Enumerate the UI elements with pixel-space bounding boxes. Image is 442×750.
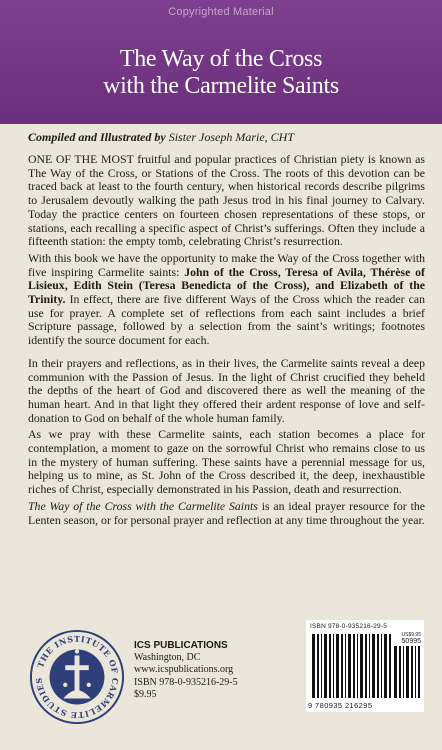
barcode-addon-digits: 50995: [401, 638, 421, 645]
title-line-2: with the Carmelite Saints: [103, 73, 339, 99]
barcode-bar: [381, 634, 382, 698]
saints-list: John of the Cross, Teresa of Avila, Thérèse of Lisieux, Edith Stein (Teresa Benedicta of the Cross), and Elizabeth of the Trinity.: [28, 264, 425, 307]
barcode-bar: [345, 634, 346, 698]
barcode-bar: [321, 634, 322, 698]
barcode-bar: [365, 634, 367, 698]
title-banner: [0, 0, 442, 124]
paragraph-resource-rest: is an ideal prayer resource for the Lenten season, or for personal prayer and reflection at any time throughout the year.: [28, 498, 425, 527]
title-line-1: The Way of the Cross: [119, 46, 323, 72]
paragraph-intro: ONE OF THE MOST fruitful and popular practices of Christian piety is known as The Way of the Cross, or Stations of the Cross. The roots of this devotion can be traced back at least to the fourth century, when historical records describe pilgrims to Jerusalem devoutly walking the path Jesus trod in his final journey to Calvary. Today the practice centers on fourteen chosen representations of these stops, or stations, each recalling a specific aspect of Christ’s sufferings. Often they include a fifteenth station: the empty tomb, celebrating Christ’s resurrection.: [28, 152, 425, 249]
barcode-bar: [406, 646, 409, 698]
barcode-bar: [357, 634, 358, 698]
paragraph-saints-start: With this book we have the opportunity to make the Way of the Cross together with five inspiring Carmelite saints:: [28, 250, 425, 279]
paragraph-saints: [28, 252, 425, 348]
barcode-bar: [348, 634, 351, 698]
barcode-bar: [360, 634, 363, 698]
publisher-name: ICS PUBLICATIONS: [134, 640, 228, 651]
seal-ring-text: THE INSTITUTE OF CARMELITE STUDIES: [33, 633, 121, 721]
barcode-addon-bars: [394, 646, 420, 698]
barcode-bar: [415, 646, 416, 698]
paragraph-saints-end: In effect, there are five different Ways of the Cross which the reader can use for prayer. A complete set of reflections from each saint includes a brief Scripture passage, followed by a selection from the saint’s writings; footnotes identify the source document for each.: [28, 292, 425, 348]
barcode-bar: [353, 634, 355, 698]
barcode-bar: [336, 634, 339, 698]
description-text: [28, 153, 425, 527]
barcode-bar: [312, 634, 315, 698]
publisher-isbn: ISBN 978-0-935216-29-5: [134, 676, 238, 688]
publisher-price: $9.95: [134, 688, 157, 700]
barcode-bar: [329, 634, 331, 698]
paragraph-contemplation: As we pray with these Carmelite saints, each station becomes a place for contemplation, a moment to gaze on the sorrowful Christ who remains close to us in the mystery of human suffering. These saints have a perennial message for us, helping us to mine, as St. John of the Cross described it, the deep, inexhaustible riches of Christ, especially demonstrated in his Passion, death and resurrection.: [28, 427, 425, 497]
copyright-watermark: Copyrighted Material: [168, 6, 274, 18]
book-title: [0, 46, 442, 100]
book-title-italic: The Way of the Cross with the Carmelite Saints: [28, 498, 258, 513]
barcode-bar: [317, 634, 319, 698]
barcode-ean-digits: 9 780935 216295: [308, 701, 373, 710]
barcode-bar: [411, 646, 413, 698]
publisher-city: Washington, DC: [134, 652, 201, 664]
paragraph-resource: [28, 500, 425, 527]
paragraph-communion: In their prayers and reflections, as in their lives, the Carmelite saints reveal a deep communion with the Passion of Jesus. In the light of Christ crucified they beheld the depths of the heart of God and discovered there as well the meaning of the human heart. And in that light they offered their ardent response of love and self-donation to God on behalf of the whole human family.: [28, 355, 425, 425]
publisher-website: www.icspublications.org: [134, 664, 234, 676]
institute-seal-logo: [28, 628, 126, 726]
barcode-bar: [341, 634, 343, 698]
barcode-bar: [394, 646, 397, 698]
barcode-bar: [333, 634, 334, 698]
barcode-bar: [418, 646, 420, 698]
publisher-info: [134, 640, 294, 701]
barcode-bar: [324, 634, 327, 698]
barcode-isbn-label: ISBN 978-0-935216-29-5: [310, 623, 388, 630]
barcode-bar: [372, 634, 375, 698]
barcode: [306, 620, 424, 712]
barcode-bar: [384, 634, 387, 698]
barcode-bar: [389, 634, 391, 698]
barcode-bars: [312, 634, 392, 698]
barcode-bar: [377, 634, 379, 698]
barcode-bar: [369, 634, 370, 698]
author-name: Sister Joseph Marie, CHT: [168, 130, 295, 144]
barcode-bar: [399, 646, 401, 698]
credit-prefix: Compiled and Illustrated by: [28, 130, 166, 144]
author-credit: [28, 130, 418, 145]
barcode-bar: [403, 646, 404, 698]
barcode-price-code: US$9.95: [401, 632, 421, 638]
